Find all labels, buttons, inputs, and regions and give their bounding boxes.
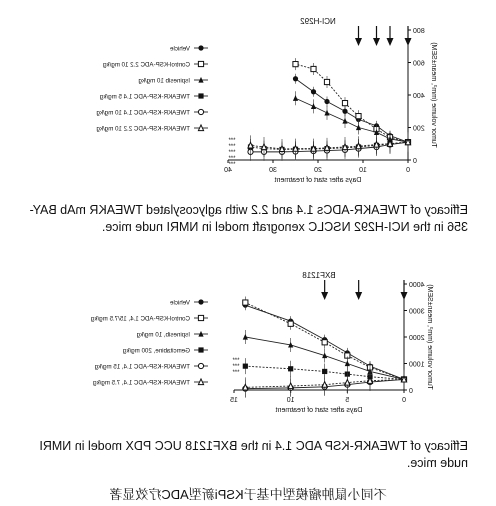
legend-marker xyxy=(198,61,203,66)
x-tick-label-group xyxy=(402,397,406,404)
chart-nci-h292 xyxy=(0,0,496,200)
y-tick-label-group xyxy=(409,362,425,369)
legend-label-group xyxy=(169,46,190,53)
legend-label: TWEAKR-KSP-ADC 1.4 5 mg/kg xyxy=(99,93,190,101)
chart-title: NCI-H292 xyxy=(300,17,336,26)
legend-marker xyxy=(198,315,203,320)
significance-marker-group xyxy=(232,370,240,376)
legend-label-group xyxy=(122,348,190,355)
data-point xyxy=(261,144,266,150)
legend-label-group xyxy=(138,78,190,85)
x-tick-label-group xyxy=(269,167,277,174)
legend-label: Control-KSP-ADC 2.2 10 mg/kg xyxy=(102,61,190,69)
x-tick-label-group xyxy=(359,167,367,174)
data-point xyxy=(243,384,248,390)
legend-label: TWEAKR-KSP-ADC 2.2 10 mg/kg xyxy=(96,125,190,133)
data-point xyxy=(324,145,329,151)
treatment-arrow-head xyxy=(373,38,380,46)
data-point xyxy=(243,334,248,340)
legend-label-group xyxy=(96,110,190,117)
legend-label: TWEAKR-KSP-ADC 1.4, 7.5 mg/kg xyxy=(93,379,190,387)
significance-marker: *** xyxy=(228,150,236,156)
y-tick-label: 800 xyxy=(413,28,425,35)
data-point xyxy=(293,95,298,101)
x-tick-label: 10 xyxy=(359,167,367,174)
data-point xyxy=(293,146,298,152)
x-axis-label: Days after start of treatment xyxy=(275,407,363,414)
significance-marker: *** xyxy=(232,358,240,364)
x-tick-label-group xyxy=(406,167,410,174)
data-point xyxy=(311,103,316,109)
data-point xyxy=(311,89,316,94)
x-tick-label-group xyxy=(287,397,295,404)
data-point xyxy=(324,99,329,104)
legend-label-group xyxy=(102,62,190,69)
y-tick-label: 0 xyxy=(409,388,413,395)
chart-title-group xyxy=(300,17,336,26)
legend-marker xyxy=(198,45,203,50)
y-tick-label-group xyxy=(413,61,425,68)
y-tick-label: 600 xyxy=(413,60,425,68)
chart-title-group xyxy=(302,271,336,280)
legend-label: Vehicle xyxy=(170,299,190,307)
x-tick-label-group xyxy=(314,167,322,174)
series-3 xyxy=(293,91,411,149)
series-2 xyxy=(293,58,411,148)
significance-marker: *** xyxy=(228,162,236,168)
chart-title: BXF1218 xyxy=(302,271,336,280)
data-point xyxy=(243,364,248,369)
legend-label: Ispinesib 10 mg/kg xyxy=(138,77,190,85)
legend-label: Vehicle xyxy=(170,45,190,53)
legend-marker xyxy=(198,363,203,368)
data-point xyxy=(279,146,284,152)
data-point xyxy=(293,76,298,81)
data-point xyxy=(345,379,350,385)
x-tick-label-group xyxy=(224,167,232,174)
data-point xyxy=(342,144,347,150)
data-point xyxy=(324,79,329,84)
y-tick-label: 400 xyxy=(413,93,425,100)
y-tick-label-group xyxy=(409,282,425,289)
y-tick-label-group xyxy=(409,335,425,342)
series-line xyxy=(296,64,409,142)
x-tick-label: 15 xyxy=(230,397,238,404)
legend-label-group xyxy=(92,380,190,387)
y-tick-label-group xyxy=(409,309,425,316)
legend-marker xyxy=(198,125,203,131)
x-tick-label-group xyxy=(230,397,238,404)
data-point xyxy=(356,143,361,149)
data-point xyxy=(324,110,329,116)
y-tick-label: 2000 xyxy=(409,335,425,342)
treatment-arrow-head xyxy=(355,38,362,46)
y-tick-label: 200 xyxy=(413,125,425,133)
legend-label-group xyxy=(136,332,190,339)
legend-label: Ispinesib, 10 mg/kg xyxy=(136,331,190,339)
data-point xyxy=(374,141,379,147)
treatment-arrow-head xyxy=(401,292,408,300)
data-point xyxy=(288,383,293,389)
significance-marker: *** xyxy=(228,144,236,150)
data-point xyxy=(288,366,293,371)
legend-label: Control-KSP-ADC 1.4, 15/7.5 mg/kg xyxy=(90,315,190,323)
y-tick-label-group xyxy=(413,93,425,100)
data-point xyxy=(342,101,347,106)
significance-marker-group xyxy=(228,162,236,168)
series-4 xyxy=(248,134,411,157)
legend-marker xyxy=(198,347,203,352)
legend-label-group xyxy=(94,364,190,371)
caption-figure1: Efficacy of TWEAKR-ADCs 1.4 and 2.2 with aglycosylated TWEAKR mAb BAY-356 in the NCI-H292 NSCLC xenograft model in NMRI nude mice. xyxy=(29,203,468,234)
x-tick-label: 0 xyxy=(406,167,410,174)
y-tick-label: 3000 xyxy=(409,308,425,316)
data-point xyxy=(356,124,361,130)
data-point xyxy=(322,340,327,345)
significance-marker: *** xyxy=(228,138,236,144)
y-tick-label: 4000 xyxy=(409,282,425,289)
y-tick-label: 0 xyxy=(413,158,417,165)
x-axis-label-group xyxy=(275,177,362,184)
legend-label-group xyxy=(99,94,190,101)
data-point xyxy=(322,382,327,388)
y-axis-label: Tumor volume (mm³, mean±SEM) xyxy=(430,42,437,148)
series-line xyxy=(296,79,409,142)
legend-marker xyxy=(198,109,203,114)
x-tick-label: 10 xyxy=(286,397,295,404)
data-point xyxy=(342,118,347,124)
legend-label-group xyxy=(90,316,190,323)
legend-label: Gemcitabine, 200 mg/kg xyxy=(122,347,190,355)
x-tick-label: 20 xyxy=(314,167,322,174)
data-point xyxy=(288,321,293,326)
legend-marker xyxy=(198,93,203,98)
x-axis-label-group xyxy=(276,407,363,414)
x-tick-label: 0 xyxy=(402,397,406,404)
caption-figure2: Efficacy of TWEAKR-KSP ADC 1.4 in the BXF1218 UCC PDX model in NMRI nude mice. xyxy=(39,439,468,470)
y-tick-label-group xyxy=(413,28,425,35)
figure-bxf1218 xyxy=(0,262,496,438)
data-point xyxy=(311,66,316,71)
x-tick-label-group xyxy=(345,397,349,404)
x-tick-label: 30 xyxy=(269,167,277,174)
x-axis-label: Days after start of treatment xyxy=(274,177,362,184)
y-tick-label-group xyxy=(409,388,413,395)
y-axis-label-group xyxy=(426,284,433,390)
y-axis-label-group xyxy=(430,42,437,148)
data-point xyxy=(342,109,347,114)
legend-marker xyxy=(198,299,203,304)
significance-marker: *** xyxy=(232,370,240,376)
data-point xyxy=(248,142,253,148)
significance-marker: *** xyxy=(228,156,236,162)
bottom-caption-chinese: 不同小鼠肿瘤模型中基于KSPi新型ADC疗效显著 xyxy=(109,487,387,502)
treatment-arrow-head xyxy=(405,38,412,46)
y-tick-label-group xyxy=(413,158,417,165)
x-tick-label: 5 xyxy=(345,397,350,404)
x-tick-label: 40 xyxy=(224,167,232,174)
y-tick-label: 1000 xyxy=(409,361,425,369)
legend-label-group xyxy=(169,300,190,307)
chart-bxf1218 xyxy=(0,262,496,438)
legend-label: TWEAKR-KSP-ADC 1.4, 15 mg/kg xyxy=(94,363,190,371)
figure-nci-h292 xyxy=(0,0,496,200)
data-point xyxy=(322,369,327,374)
y-axis-label: Tumor volume (mm³, mean±SEM) xyxy=(426,284,433,390)
significance-marker: *** xyxy=(232,364,240,370)
legend-marker xyxy=(198,379,203,385)
legend-label: TWEAKR-KSP-ADC 1.4 10 mg/kg xyxy=(96,109,190,117)
treatment-arrow-head xyxy=(321,292,328,300)
data-point xyxy=(243,300,248,305)
data-point xyxy=(356,114,361,119)
treatment-arrow-head xyxy=(355,292,362,300)
treatment-arrow-head xyxy=(387,38,394,46)
y-tick-label-group xyxy=(413,126,425,133)
legend-label-group xyxy=(96,126,190,133)
data-point xyxy=(293,62,298,67)
